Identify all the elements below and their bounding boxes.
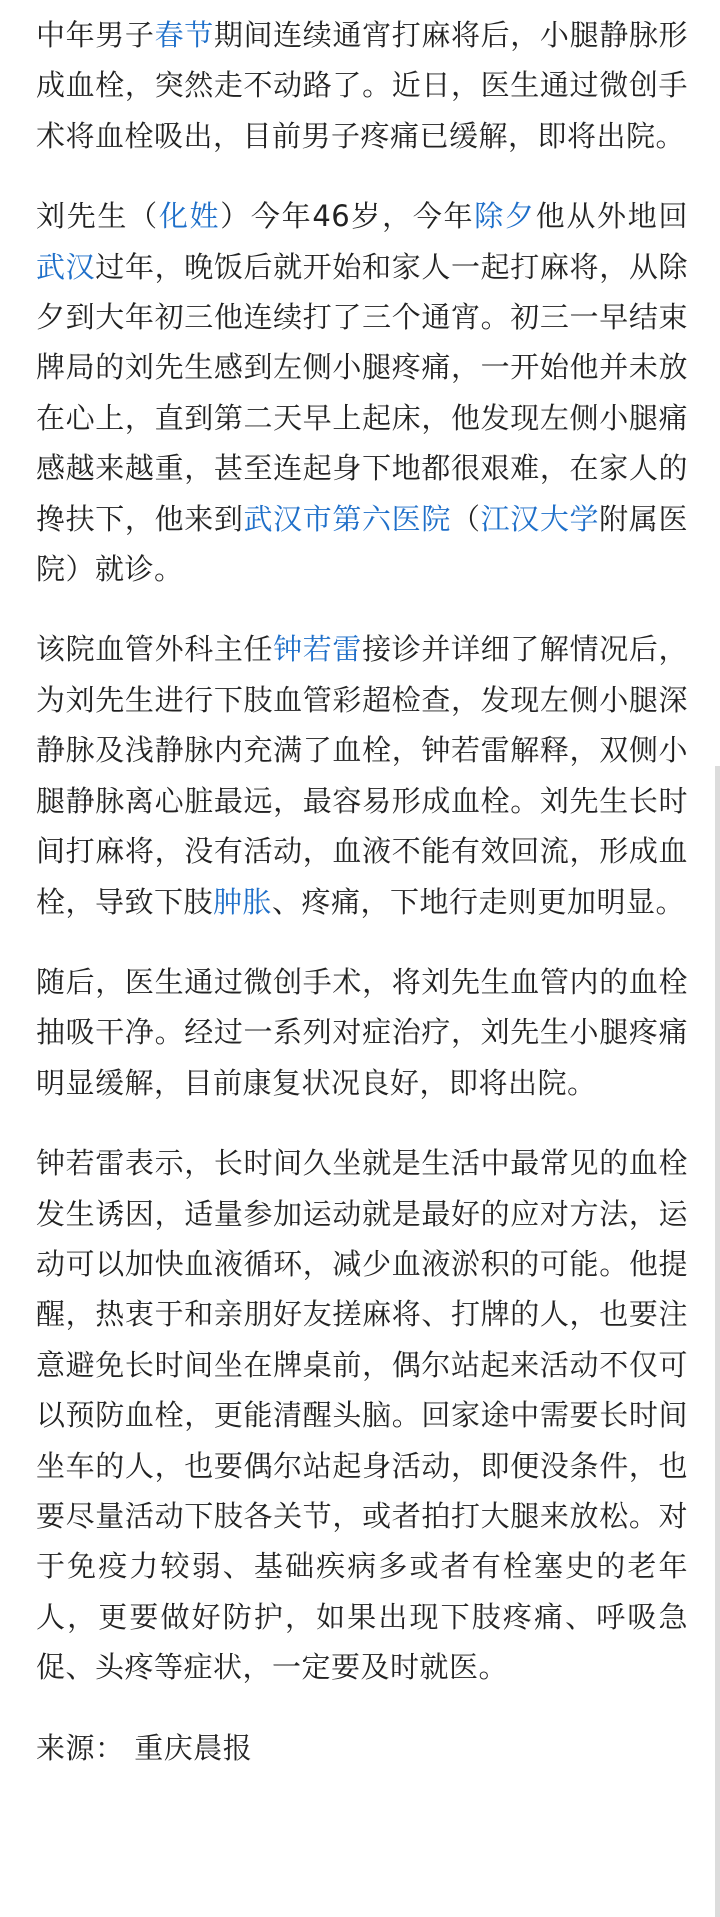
text-segment: 他从外地回	[535, 199, 688, 234]
link-wuhan[interactable]: 武汉	[36, 249, 96, 284]
paragraph-3	[36, 624, 688, 926]
text-segment: 接诊并详细了解情况后，为刘先生进行下肢血管彩超检查，发现左侧小腿深静脉及浅静脉内充满了血栓，钟若雷解释，双侧小腿静脉离心脏最远，最容易形成血栓。刘先生长时间打麻将，没有活动，血液不能有效回流，形成血栓，导致下肢	[36, 632, 688, 919]
source-line: 来源： 重庆晨报	[36, 1730, 253, 1765]
text-segment: 刘先生（	[36, 199, 159, 234]
link-pseudonym[interactable]: 化姓	[158, 199, 221, 234]
link-jianghan-university[interactable]: 江汉大学	[480, 501, 600, 536]
text-segment: 该院血管外科主任	[36, 632, 274, 667]
text-segment: 、疼痛，下地行走则更加明显。	[272, 884, 686, 919]
paragraph-2	[36, 191, 688, 594]
text-segment: ）今年46岁，今年	[220, 199, 475, 234]
link-wuhan-sixth-hospital[interactable]: 武汉市第六医院	[243, 501, 451, 536]
link-new-years-eve[interactable]: 除夕	[474, 199, 536, 234]
link-spring-festival[interactable]: 春节	[154, 18, 214, 52]
paragraph-1	[36, 10, 688, 161]
paragraph-5: 钟若雷表示，长时间久坐就是生活中最常见的血栓发生诱因，适量参加运动就是最好的应对方法，运动可以加快血液循环，减少血液淤积的可能。他提醒，热衷于和亲朋好友搓麻将、打牌的人，也要注意避免长时间坐在牌桌前，偶尔站起来活动不仅可以预防血栓，更能清醒头脑。回家途中需要长时间坐车的人，也要偶尔站起身活动，即便没条件，也要尽量活动下肢各关节，或者拍打大腿来放松。对于免疫力较弱、基础疾病多或者有栓塞史的老年人，更要做好防护，如果出现下肢疼痛、呼吸急促、头疼等症状，一定要及时就医。	[36, 1146, 688, 1685]
scrollbar[interactable]	[715, 766, 720, 1917]
link-zhong-ruolei[interactable]: 钟若雷	[273, 632, 363, 667]
text-segment: 过年，晚饭后就开始和家人一起打麻将，从除夕到大年初三他连续打了三个通宵。初三一早结束牌局的刘先生感到左侧小腿疼痛，一开始他并未放在心上，直到第二天早上起床，他发现左侧小腿痛感越来越重，甚至连起身下地都很艰难，在家人的搀扶下，他来到	[36, 249, 688, 536]
paragraph-4: 随后，医生通过微创手术，将刘先生血管内的血栓抽吸干净。经过一系列对症治疗，刘先生小腿疼痛明显缓解，目前康复状况良好，即将出院。	[36, 964, 688, 1100]
text-segment: 附属医院）就诊。	[36, 501, 688, 587]
text-segment: （	[450, 501, 481, 536]
article-body	[36, 10, 688, 1773]
text-segment: 中年男子	[36, 18, 155, 52]
text-segment: 期间连续通宵打麻将后，小腿静脉形成血栓，突然走不动路了。近日，医生通过微创手术将血栓吸出，目前男子疼痛已缓解，即将出院。	[36, 18, 688, 153]
link-swelling[interactable]: 肿胀	[213, 884, 273, 919]
